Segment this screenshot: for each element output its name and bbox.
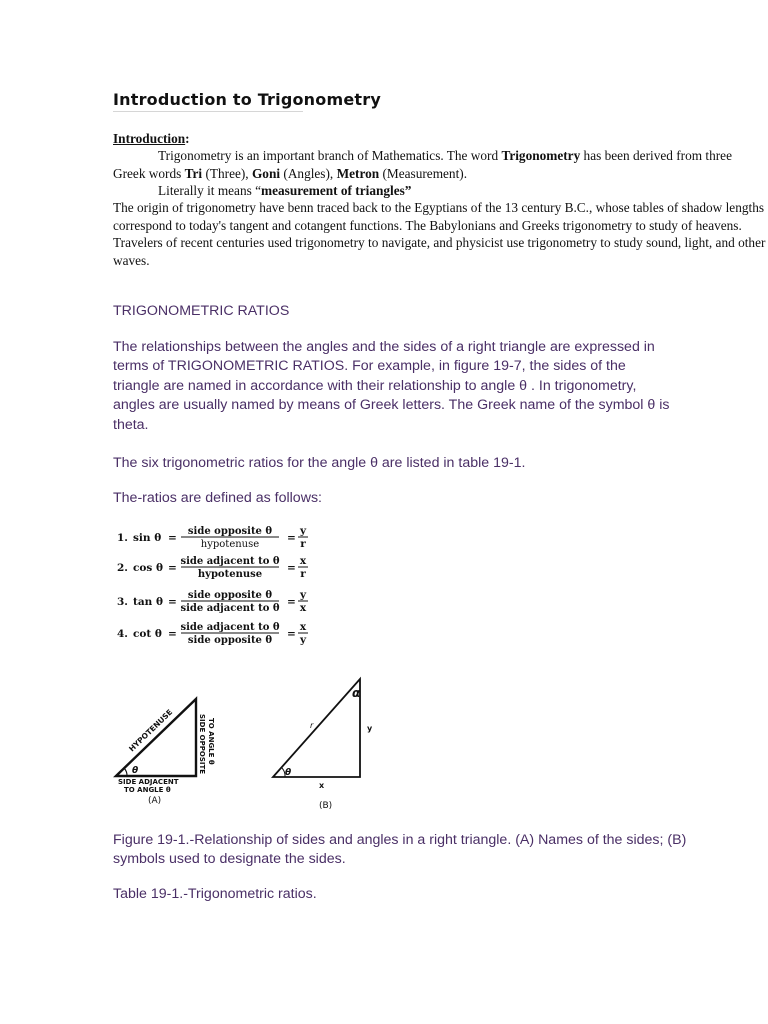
angle-alpha-label: α — [352, 686, 361, 700]
intro-heading-colon: : — [185, 131, 190, 146]
intro-bold-phrase: measurement of triangles” — [261, 183, 412, 198]
formula-denominator: side adjacent to θ — [180, 603, 280, 614]
ratio-formulas — [113, 520, 313, 655]
formula-numerator: side adjacent to θ — [180, 556, 280, 567]
title-underline — [113, 111, 303, 112]
formula-equals: = — [287, 532, 296, 544]
intro-bold-word: Metron — [336, 165, 380, 181]
table-caption: Table 19-1.-Trigonometric ratios. — [113, 886, 317, 902]
angle-theta-label: θ — [132, 766, 139, 776]
formula-sin — [117, 525, 308, 550]
hypotenuse-label: HYPOTENUSE — [127, 707, 175, 754]
formula-equals: = — [168, 562, 177, 574]
ratio-numerator: x — [299, 555, 307, 567]
figure-a-label: (A) — [148, 796, 162, 806]
formula-function: tan θ — [133, 596, 163, 608]
intro-text: (Measurement). — [379, 165, 468, 181]
formula-numerator: side adjacent to θ — [180, 622, 280, 633]
ratio-numerator: x — [299, 621, 307, 633]
intro-text: (Three), — [202, 165, 252, 181]
intro-heading-text: Introduction — [113, 131, 186, 146]
formula-numerator: side opposite θ — [187, 526, 273, 537]
formula-function: cot θ — [133, 628, 162, 640]
ratio-denominator: x — [299, 602, 307, 614]
intro-bold-word: Goni — [251, 165, 281, 181]
formula-denominator: hypotenuse — [200, 539, 260, 550]
side-opposite-label: SIDE OPPOSITE — [198, 714, 206, 775]
intro-paragraph-1 — [113, 147, 753, 182]
side-y-label: y — [367, 724, 373, 733]
formula-numerator: side opposite θ — [187, 590, 273, 601]
intro-text: (Angles), — [280, 165, 337, 181]
side-x-label: x — [319, 781, 325, 790]
formula-number: 3. — [117, 596, 128, 608]
formula-number: 2. — [117, 562, 128, 574]
formula-number: 1. — [117, 532, 128, 544]
formula-function: cos θ — [133, 562, 163, 574]
formula-equals: = — [287, 562, 296, 574]
formula-equals: = — [287, 596, 296, 608]
ratio-numerator: y — [299, 525, 307, 537]
formula-function: sin θ — [133, 532, 162, 544]
intro-bold-word: Tri — [184, 165, 203, 181]
intro-text: Trigonometry is an important branch of Mathematics. The word — [158, 148, 502, 163]
figure-b-symbols — [266, 670, 386, 815]
formula-denominator: hypotenuse — [197, 569, 263, 580]
section-heading: TRIGONOMETRIC RATIOS — [113, 303, 290, 319]
formula-equals: = — [168, 596, 177, 608]
ratio-denominator: r — [300, 568, 306, 580]
formula-number: 4. — [117, 628, 128, 640]
triangle-b — [273, 679, 360, 777]
intro-paragraph-3: The origin of trigonometry have benn traced back to the Egyptians of the 13 century B.C., whose tables of shadow lengths correspond to today's tangent and cotangent functions. The Babylonians and Greeks trigonometry to study of heavens. Travelers of recent centuries used trigonometry to navigate, and physicist use trigonometry to study sound, light, and other waves. — [113, 200, 766, 268]
page-title: Introduction to Trigonometry — [113, 90, 381, 109]
formula-equals: = — [168, 532, 177, 544]
formula-equals: = — [287, 628, 296, 640]
intro-text: Literally it means “ — [158, 183, 262, 198]
intro-paragraph-2 — [158, 182, 411, 200]
side-opposite-label-2: TO ANGLE θ — [207, 718, 215, 765]
formula-cos — [117, 555, 308, 580]
angle-arc — [124, 768, 127, 776]
triangle-a — [116, 699, 196, 776]
angle-theta-label: θ — [285, 768, 292, 778]
figure-b-label: (B) — [319, 801, 333, 811]
ratios-paragraph-1: The relationships between the angles and the sides of a right triangle are expressed in terms of TRIGONOMETRIC RATIOS. For example, in figure 19-7, the sides of the triangle are named in accordance with their relationship to angle θ . In trigonometry, angles are usually named by means of Greek letters. The Greek name of the symbol θ is theta. — [113, 339, 670, 433]
ratios-paragraph-2: The six trigonometric ratios for the angle θ are listed in table 19-1. — [113, 455, 526, 471]
intro-bold-word: Trigonometry — [501, 148, 581, 163]
ratio-numerator: y — [299, 589, 307, 601]
formula-tan — [117, 589, 308, 614]
formula-cot — [117, 621, 308, 646]
formula-equals: = — [168, 628, 177, 640]
side-adjacent-label: SIDE ADJACENT — [118, 778, 179, 786]
ratio-denominator: r — [300, 538, 306, 550]
intro-text: has been derived from three Greek words — [113, 148, 732, 181]
figure-caption: Figure 19-1.-Relationship of sides and angles in a right triangle. (A) Names of the sides; (B) symbols used to designate the sides. — [113, 832, 687, 868]
ratio-denominator: y — [299, 634, 307, 646]
formula-denominator: side opposite θ — [187, 635, 273, 646]
ratios-paragraph-3: The-ratios are defined as follows: — [113, 490, 322, 506]
hypotenuse-r-label: r — [310, 721, 314, 730]
intro-heading — [113, 130, 190, 148]
figure-a-named-sides — [110, 690, 225, 810]
side-adjacent-label-2: TO ANGLE θ — [124, 786, 171, 794]
